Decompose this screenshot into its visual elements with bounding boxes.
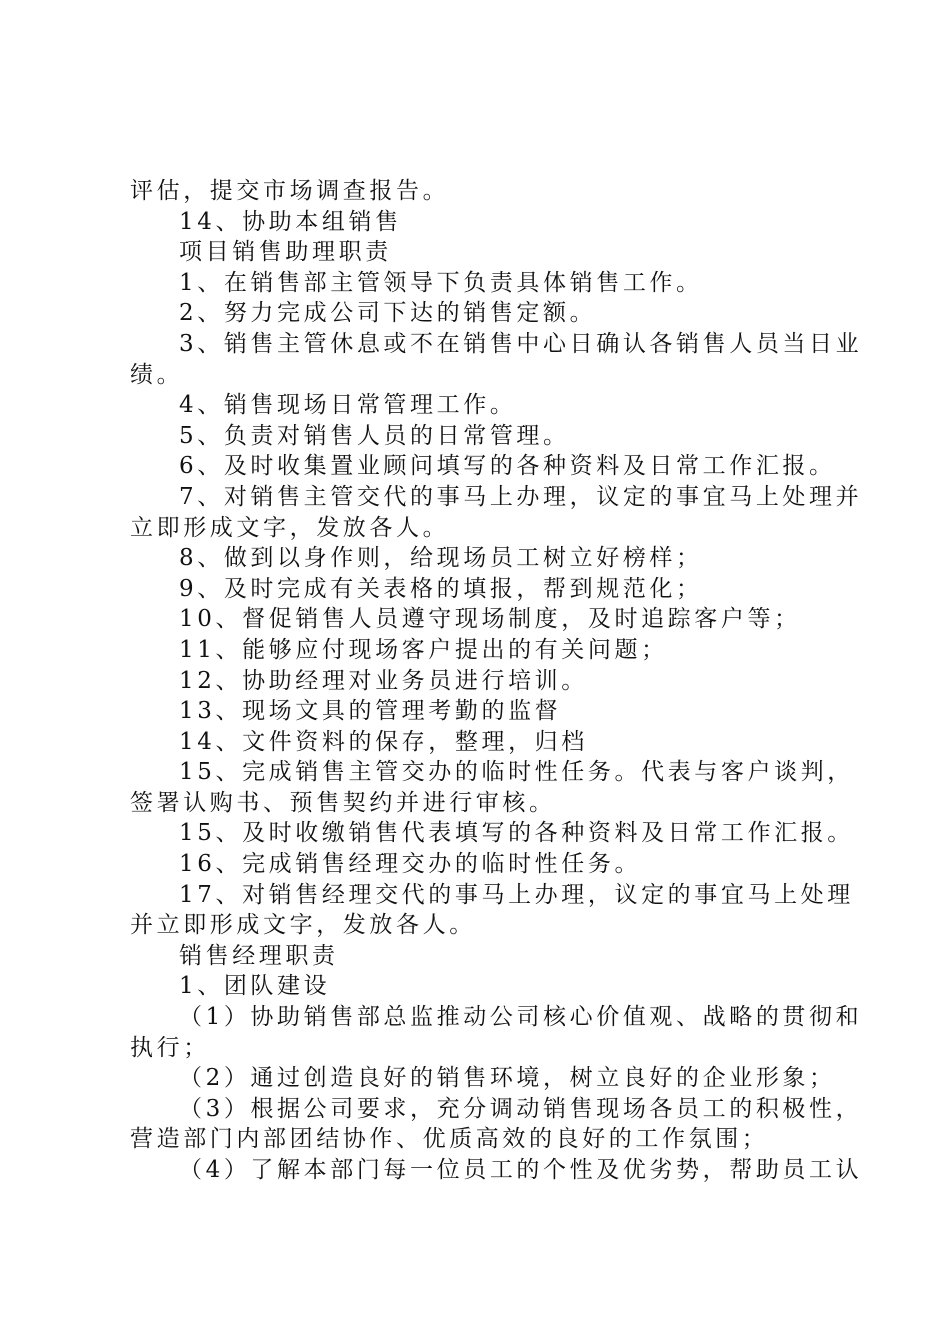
paragraph-line: 15、及时收缴销售代表填写的各种资料及日常工作汇报。 xyxy=(179,820,854,847)
paragraph-line: （4）了解本部门每一位员工的个性及优劣势，帮助员工认 xyxy=(179,1157,863,1183)
paragraph-line: 评估，提交市场调查报告。 xyxy=(130,178,450,204)
paragraph-line: 7、对销售主管交代的事马上办理，议定的事宜马上处理并 xyxy=(179,483,863,510)
paragraph-line: 1、团队建设 xyxy=(179,973,331,1000)
paragraph-line: 项目销售助理职责 xyxy=(179,239,392,266)
paragraph-line: 17、对销售经理交代的事马上办理，议定的事宜马上处理 xyxy=(179,881,854,908)
paragraph-line: 1、在销售部主管领导下负责具体销售工作。 xyxy=(179,269,703,296)
paragraph-line: 5、负责对销售人员的日常管理。 xyxy=(179,422,570,449)
paragraph-line: 绩。 xyxy=(130,361,184,388)
paragraph-line: 并立即形成文字，发放各人。 xyxy=(130,912,476,939)
paragraph-line: 2、努力完成公司下达的销售定额。 xyxy=(179,300,597,327)
paragraph-line: 营造部门内部团结协作、优质高效的良好的工作氛围； xyxy=(130,1126,769,1153)
paragraph-line: 9、及时完成有关表格的填报，帮到规范化； xyxy=(179,575,703,602)
document-body xyxy=(130,176,863,1186)
paragraph-line: （2）通过创造良好的销售环境，树立良好的企业形象； xyxy=(179,1065,836,1092)
paragraph-line: 11、能够应付现场客户提出的有关问题； xyxy=(179,636,668,663)
paragraph-line: 13、现场文具的管理考勤的监督 xyxy=(179,698,562,725)
paragraph-line: 3、销售主管休息或不在销售中心日确认各销售人员当日业 xyxy=(179,330,863,357)
paragraph-line: 12、协助经理对业务员进行培训。 xyxy=(179,667,588,694)
paragraph-line: 8、做到以身作则，给现场员工树立好榜样； xyxy=(179,545,703,572)
paragraph-line: 执行； xyxy=(130,1034,210,1061)
paragraph-line: 14、协助本组销售 xyxy=(179,208,402,235)
paragraph-line: （1）协助销售部总监推动公司核心价值观、战略的贯彻和 xyxy=(179,1004,863,1031)
paragraph-line: 签署认购书、预售契约并进行审核。 xyxy=(130,789,556,816)
paragraph-line: （3）根据公司要求，充分调动销售现场各员工的积极性， xyxy=(179,1095,863,1122)
paragraph-line: 立即形成文字，发放各人。 xyxy=(130,514,450,541)
paragraph-line: 15、完成销售主管交办的临时性任务。代表与客户谈判， xyxy=(179,759,854,786)
paragraph-line: 4、销售现场日常管理工作。 xyxy=(179,392,517,419)
paragraph-line: 16、完成销售经理交办的临时性任务。 xyxy=(179,851,642,878)
paragraph-line: 10、督促销售人员遵守现场制度，及时追踪客户等； xyxy=(179,606,801,633)
paragraph-line: 销售经理职责 xyxy=(179,942,339,969)
paragraph-line: 14、文件资料的保存，整理，归档 xyxy=(179,728,588,755)
paragraph-line: 6、及时收集置业顾问填写的各种资料及日常工作汇报。 xyxy=(179,453,836,480)
